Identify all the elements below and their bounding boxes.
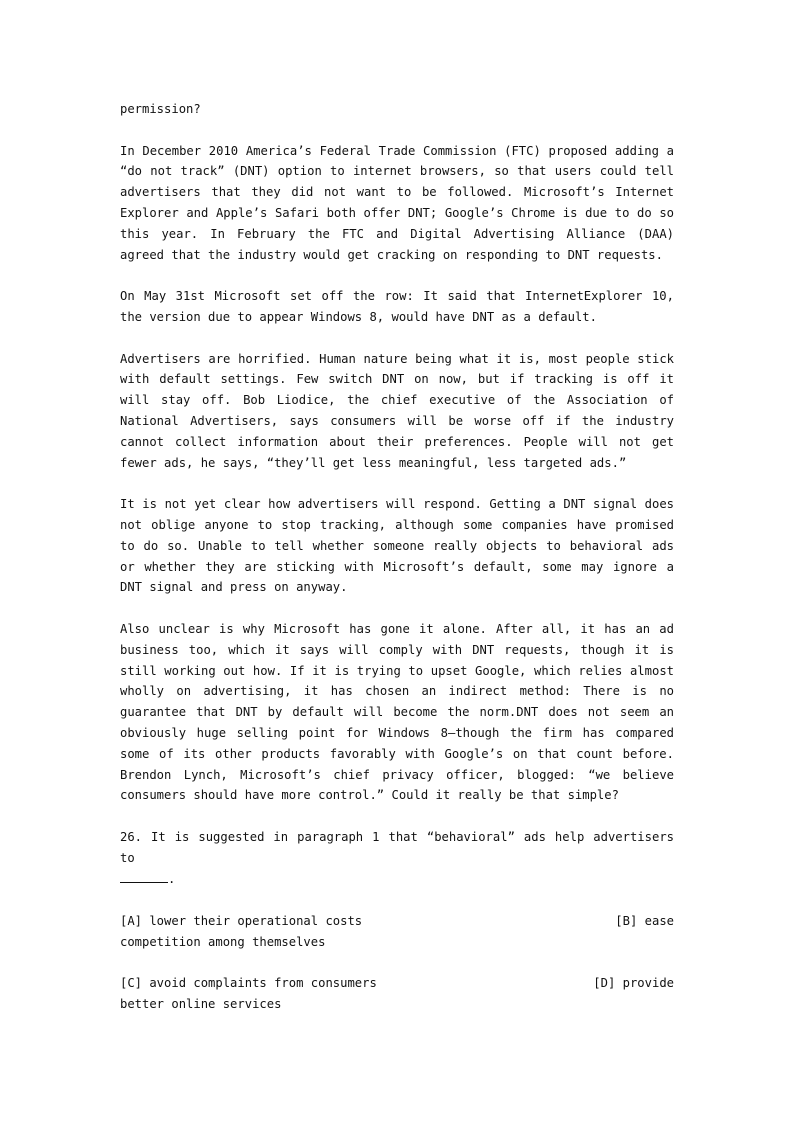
question-26 bbox=[120, 827, 674, 890]
paragraph-2: On May 31st Microsoft set off the row: It said that InternetExplorer 10, the version due to appear Windows 8, would have DNT as a default. bbox=[120, 289, 674, 324]
document-page bbox=[120, 99, 674, 1036]
option-d-start: [D] provide bbox=[593, 976, 674, 991]
option-b-rest: competition among themselves bbox=[120, 934, 326, 949]
option-c: [C] avoid complaints from consumers bbox=[120, 976, 377, 991]
answer-blank bbox=[120, 868, 168, 883]
paragraph-4: It is not yet clear how advertisers will respond. Getting a DNT signal does not oblige anyone to stop tracking, although some companies have promised to do so. Unable to tell whether someone really objects to behavioral ads or whether they are sticking with Microsoft’s default, some may ignore a DNT signal and press on anyway. bbox=[120, 497, 674, 595]
paragraph-3: Advertisers are horrified. Human nature being what it is, most people stick with default settings. Few switch DNT on now, but if tracking is off it will stay off. Bob Liodice, the chief executive of the Association of National Advertisers, says consumers will be worse off if the industry cannot collect information about their preferences. People will not get fewer ads, he says, “they’ll get less meaningful, less targeted ads.” bbox=[120, 351, 674, 470]
options-row-ab bbox=[120, 911, 674, 953]
paragraph-5: Also unclear is why Microsoft has gone it alone. After all, it has an ad business too, which it says will comply with DNT requests, though it is still working out how. If it is trying to upset Google, which relies almost wholly on advertising, it has chosen an indirect method: There is no guarantee that DNT by default will become the norm.DNT does not seem an obviously huge selling point for Windows 8—though the firm has compared some of its other products favorably with Google’s on that count before. Brendon Lynch, Microsoft’s chief privacy officer, blogged: “we believe consumers should have more control.” Could it really be that simple? bbox=[120, 621, 674, 803]
paragraph-1: In December 2010 America’s Federal Trade Commission (FTC) proposed adding a “do not track” (DNT) option to internet browsers, so that users could tell advertisers that they did not want to be followed. Microsoft’s Internet Explorer and Apple’s Safari both offer DNT; Google’s Chrome is due to do so this year. In February the FTC and Digital Advertising Alliance (DAA) agreed that the industry would get cracking on responding to DNT requests. bbox=[120, 143, 674, 262]
option-a: [A] lower their operational costs bbox=[120, 914, 363, 929]
lead-line: permission? bbox=[120, 102, 201, 116]
question-ending: . bbox=[168, 872, 176, 887]
options-row-cd bbox=[120, 973, 674, 1015]
option-d-rest: better online services bbox=[120, 997, 282, 1012]
option-b-start: [B] ease bbox=[615, 914, 674, 929]
question-stem: 26. It is suggested in paragraph 1 that “behavioral” ads help advertisers to bbox=[120, 829, 674, 865]
